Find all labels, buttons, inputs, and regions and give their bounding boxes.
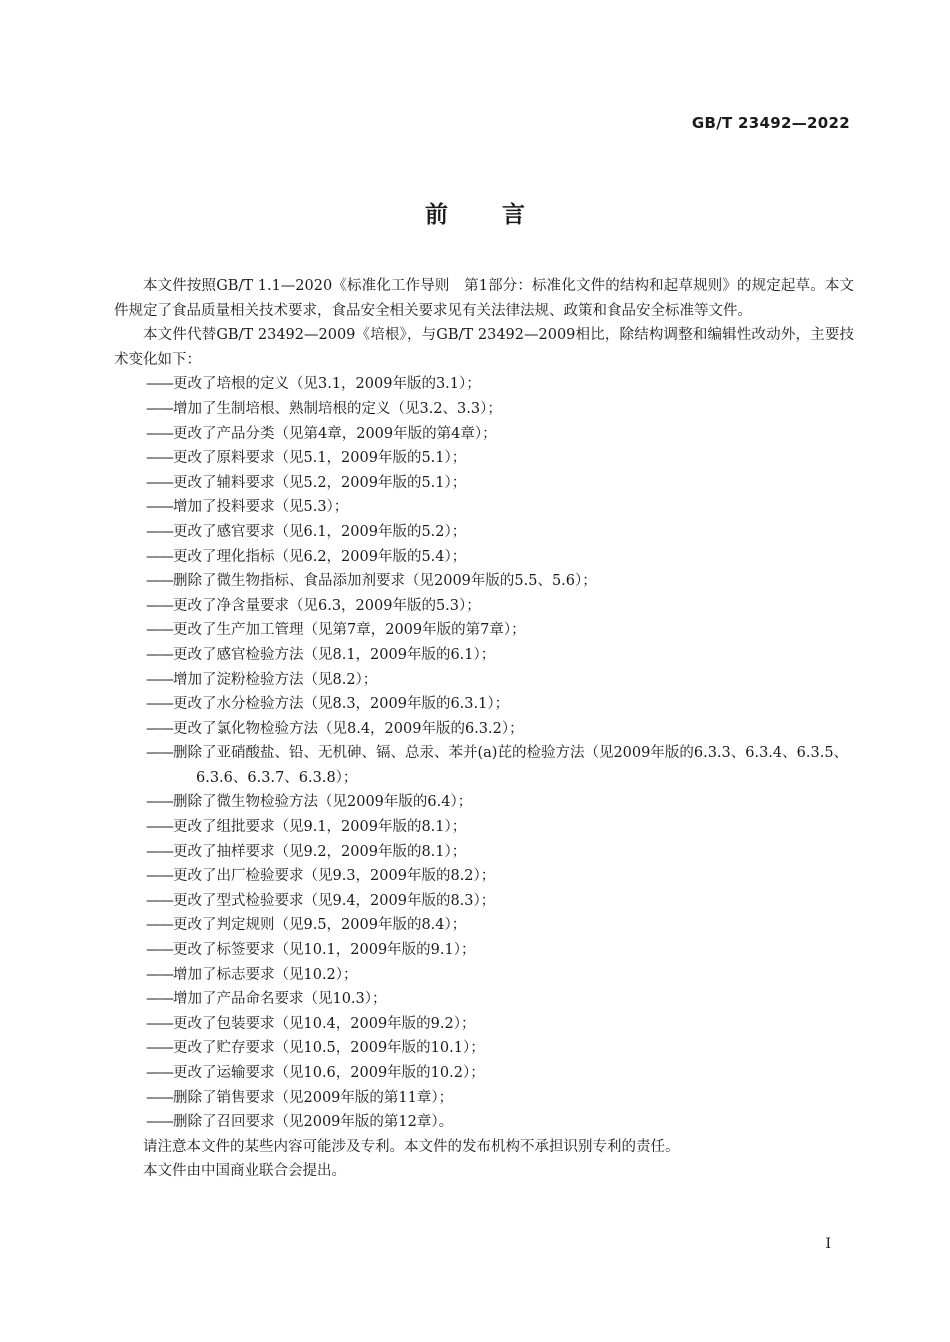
list-item-text: 更改了生产加工管理（见第7章，2009年版的第7章）； [173, 622, 526, 639]
page-number: I [825, 1236, 831, 1252]
intro-paragraph-drafting: 本文件按照GB/T 1.1—2020《标准化工作导则 第1部分：标准化文件的结构和起草规则》的规定起草。本文件规定了食品质量相关技术要求，食品安全相关要求见有关法律法规、政策和食品安全标准等文件。 [114, 278, 854, 319]
list-item-dash: —— [146, 597, 173, 614]
list-item [114, 397, 854, 422]
list-item-dash: —— [146, 523, 173, 540]
list-item [114, 913, 854, 938]
list-item-dash: —— [146, 1089, 173, 1106]
list-item [114, 520, 854, 545]
list-item [114, 790, 854, 815]
list-item [114, 643, 854, 668]
list-item [114, 1110, 854, 1135]
list-item-dash: —— [146, 425, 173, 442]
list-item-dash: —— [146, 450, 173, 467]
list-item-text: 更改了贮存要求（见10.5，2009年版的10.1）； [173, 1040, 485, 1057]
list-item [114, 717, 854, 742]
list-item-dash: —— [146, 548, 173, 565]
list-item [114, 372, 854, 397]
list-item-dash: —— [146, 696, 173, 713]
list-item-dash: —— [146, 868, 173, 885]
list-item-dash: —— [146, 991, 173, 1008]
list-item-dash: —— [146, 376, 173, 393]
list-item-dash: —— [146, 819, 173, 836]
list-item-dash: —— [146, 400, 173, 417]
list-item [114, 569, 854, 594]
patent-notice-paragraph: 请注意本文件的某些内容可能涉及专利。本文件的发布机构不承担识别专利的责任。 [143, 1138, 680, 1155]
list-item-text: 更改了培根的定义（见3.1，2009年版的3.1）； [173, 376, 481, 393]
list-item [114, 668, 854, 693]
list-item-dash: —— [146, 573, 173, 590]
technical-changes-list [114, 372, 854, 1134]
list-item-text: 更改了水分检验方法（见8.3，2009年版的6.3.1）； [173, 696, 510, 713]
list-item-dash: —— [146, 942, 173, 959]
list-item-text: 删除了销售要求（见2009年版的第11章）； [173, 1089, 454, 1106]
list-item [114, 1086, 854, 1111]
list-item-text: 删除了微生物指标、食品添加剂要求（见2009年版的5.5、5.6）； [173, 573, 597, 590]
list-item [114, 840, 854, 865]
list-item-text: 增加了标志要求（见10.2）； [173, 966, 358, 983]
list-item-dash: —— [146, 794, 173, 811]
list-item [114, 938, 854, 963]
list-item [114, 1012, 854, 1037]
page-title: 前言 [425, 202, 579, 228]
list-item-text: 增加了产品命名要求（见10.3）； [173, 991, 387, 1008]
list-item [114, 987, 854, 1012]
intro-paragraph-replacement: 本文件代替GB/T 23492—2009《培根》，与GB/T 23492—2009相比，除结构调整和编辑性改动外，主要技术变化如下： [114, 327, 854, 368]
list-item-text: 增加了投料要求（见5.3）； [173, 499, 349, 516]
proposer-paragraph: 本文件由中国商业联合会提出。 [143, 1163, 346, 1180]
list-item [114, 495, 854, 520]
list-item-dash: —— [146, 646, 173, 663]
list-item [114, 741, 854, 790]
list-item [114, 594, 854, 619]
list-item-text: 更改了型式检验要求（见9.4，2009年版的8.3）； [173, 892, 496, 909]
foreword-body [114, 274, 854, 1184]
list-item [114, 815, 854, 840]
list-item-dash: —— [146, 622, 173, 639]
list-item-text: 更改了感官检验方法（见8.1，2009年版的6.1）； [173, 646, 496, 663]
list-item-dash: —— [146, 1040, 173, 1057]
list-item-text: 更改了运输要求（见10.6，2009年版的10.2）； [173, 1065, 485, 1081]
list-item-dash: —— [146, 1114, 173, 1131]
list-item-text: 增加了生制培根、熟制培根的定义（见3.2、3.3）； [173, 400, 502, 417]
list-item-text: 更改了包装要求（见10.4，2009年版的9.2）； [173, 1015, 476, 1032]
list-item-text: 更改了产品分类（见第4章，2009年版的第4章）； [173, 425, 497, 442]
list-item [114, 1061, 854, 1086]
list-item-dash: —— [146, 720, 173, 737]
list-item-text: 更改了判定规则（见9.5，2009年版的8.4）； [173, 917, 467, 934]
list-item-dash: —— [146, 474, 173, 491]
list-item-text: 更改了净含量要求（见6.3，2009年版的5.3）； [173, 597, 481, 614]
list-item [114, 963, 854, 988]
list-item-text: 更改了辅料要求（见5.2，2009年版的5.1）； [173, 474, 467, 491]
list-item-dash: —— [146, 745, 173, 762]
list-item-text: 更改了理化指标（见6.2，2009年版的5.4）； [173, 548, 467, 565]
standard-number: GB/T 23492—2022 [691, 114, 850, 132]
list-item-text: 更改了感官要求（见6.1，2009年版的5.2）； [173, 523, 467, 540]
list-item-dash: —— [146, 499, 173, 516]
list-item-dash: —— [146, 671, 173, 688]
list-item-text: 删除了微生物检验方法（见2009年版的6.4）； [173, 794, 473, 811]
list-item-text: 更改了抽样要求（见9.2，2009年版的8.1）； [173, 843, 467, 860]
list-item [114, 692, 854, 717]
list-item-text: 删除了亚硝酸盐、铅、无机砷、镉、总汞、苯并(a)芘的检验方法（见2009年版的6.3.3、6.3.4、6.3.5、6.3.6、6.3.7、6.3.8）； [173, 745, 849, 786]
list-item-text: 增加了淀粉检验方法（见8.2）； [173, 671, 378, 688]
list-item [114, 864, 854, 889]
list-item-text: 更改了氯化物检验方法（见8.4，2009年版的6.3.2）； [173, 720, 524, 737]
list-item-dash: —— [146, 843, 173, 860]
list-item [114, 422, 854, 447]
list-item [114, 889, 854, 914]
list-item [114, 471, 854, 496]
list-item-text: 删除了召回要求（见2009年版的第12章）。 [173, 1114, 454, 1131]
list-item [114, 545, 854, 570]
list-item-dash: —— [146, 966, 173, 983]
list-item-dash: —— [146, 1065, 173, 1081]
list-item-text: 更改了原料要求（见5.1，2009年版的5.1）； [173, 450, 467, 467]
list-item-dash: —— [146, 917, 173, 934]
list-item [114, 618, 854, 643]
list-item-text: 更改了标签要求（见10.1，2009年版的9.1）； [173, 942, 476, 959]
list-item [114, 446, 854, 471]
list-item [114, 1036, 854, 1061]
list-item-dash: —— [146, 892, 173, 909]
list-item-text: 更改了出厂检验要求（见9.3，2009年版的8.2）； [173, 868, 496, 885]
list-item-text: 更改了组批要求（见9.1，2009年版的8.1）； [173, 819, 467, 836]
list-item-dash: —— [146, 1015, 173, 1032]
